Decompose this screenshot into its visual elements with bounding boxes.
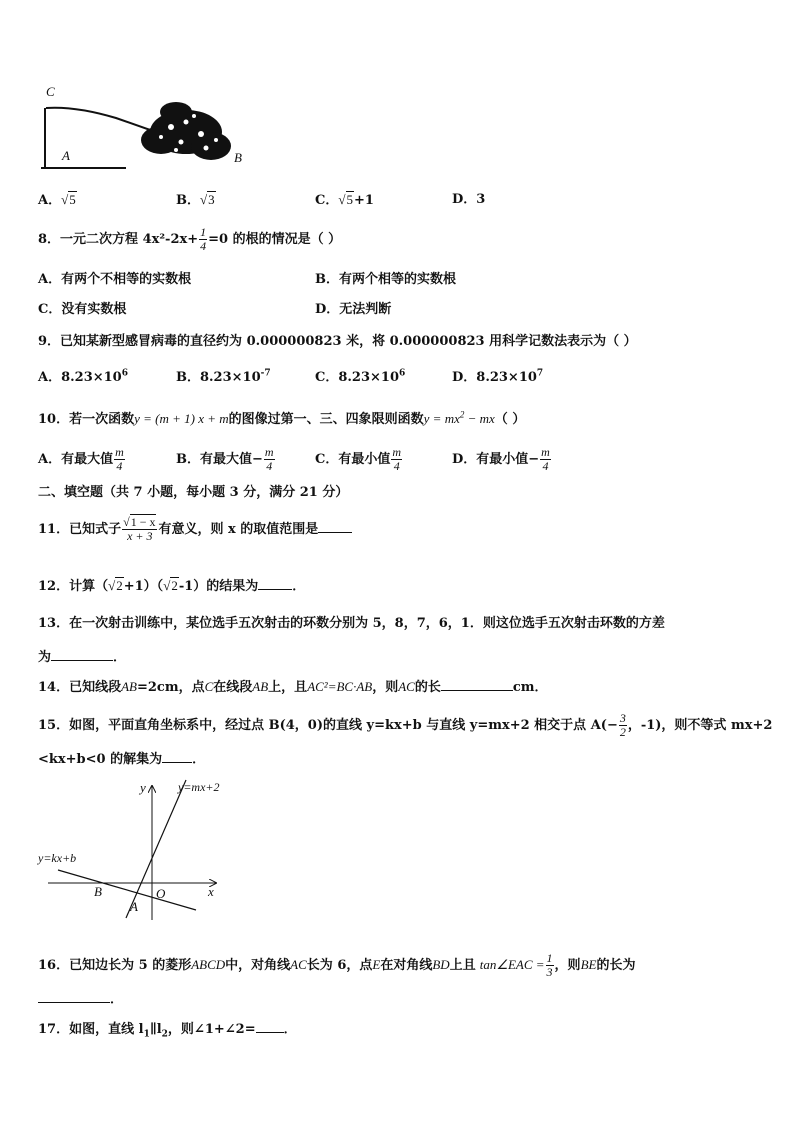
q13-line2: 为 ． [38,650,127,665]
q10-option-b: B．有最大值− $\frac{m}{4}$ [176,445,274,473]
q8-option-c: C．没有实数根 [38,302,127,317]
q14-answer-blank[interactable] [441,678,513,691]
q10-stem: 10．若一次函数y = (m + 1) x + m的图像过第一、三、四象限则函数$y = mx^2 - mx$（ ） [38,409,526,427]
y-axis-label: y [140,780,146,795]
q14-stem: 14．已知线段AB=2cm，点C在线段AB上，且AC²=BC·AB，则AC的长 cm． [38,679,548,695]
point-a-label: A [130,899,138,914]
q16-line2: ． [38,990,123,1008]
q15-answer-blank[interactable] [162,750,192,763]
q15-line2: <kx+b<0 的解集为 ． [38,752,206,767]
q10-option-a: A．有最大值 $\frac{m}{4}$ [38,445,124,473]
label-c: C [46,84,55,99]
q15-line1: 15．如图，平面直角坐标系中，经过点 B(4，0)的直线 y=kx+b 与直线 y=mx+2 相交于点 A(− $\frac{3}{2}$ ，-1)，则不等式 mx+2 [38,711,773,739]
coordinate-graph-figure [36,778,236,928]
broken-trunk [46,108,156,132]
q7-option-b: B．√3 [176,192,215,208]
q17-answer-blank[interactable] [256,1020,284,1033]
x-axis-label: x [208,884,214,899]
q12-answer-blank[interactable] [258,577,292,590]
q10-option-c: C．有最小值 $\frac{m}{4}$ [315,445,402,473]
q8-stem: 8．一元二次方程 4x²-2x+ $\frac{1}{4}$ =0 的根的情况是（ ） [38,225,342,253]
q16-answer-blank[interactable] [38,990,110,1003]
q11-answer-blank[interactable] [318,520,352,533]
q7-option-d: D．3 [452,192,486,207]
q8-option-a: A．有两个不相等的实数根 [38,272,192,287]
q8-option-d: D．无法判断 [315,302,392,317]
line1-label: y=mx+2 [178,780,220,794]
q17-stem: 17．如图，直线 $l_1\parallel l_2$，则∠1+∠2= ． [38,1022,297,1040]
q9-option-b: B．$8.23\times 10^{-7}$ [176,368,271,385]
q8-option-b: B．有两个相等的实数根 [315,272,456,287]
q10-option-d: D．有最小值− $\frac{m}{4}$ [452,445,550,473]
q9-stem: 9．已知某新型感冒病毒的直径约为 0.000000823 米，将 0.000000823 用科学记数法表示为（ ） [38,334,637,349]
section-heading: 二、填空题（共 7 小题，每小题 3 分，满分 21 分） [38,485,349,500]
q7-option-a: A．√5 [38,192,76,208]
tree-crown [141,102,231,160]
point-b-label: B [94,884,102,899]
label-a: A [62,148,70,163]
line-kx-plus-b [58,870,196,910]
q13-answer-blank[interactable] [51,648,113,661]
label-b: B [234,150,242,165]
q9-option-d: D．$8.23\times 10^7$ [452,368,544,385]
line2-label: y=kx+b [38,851,77,865]
q13-line1: 13．在一次射击训练中，某位选手五次射击的环数分别为 5，8，7，6，1．则这位选手五次射击环数的方差 [38,616,665,631]
q7-option-c: C．√5+1 [315,192,374,208]
q12-stem: 12．计算（√2+1）（√2-1）的结果为 ． [38,578,306,594]
q11-stem: 11．已知式子 $\frac{√1 - x}{x + 3}$ 有意义，则 x 的取值范围是 [38,516,352,543]
q9-option-c: C．$8.23\times 10^6$ [315,368,406,385]
q9-option-a: A．$8.23\times 10^6$ [38,368,128,385]
q16-line1: 16．已知边长为 5 的菱形ABCD中，对角线AC长为 6，点E在对角线BD上且 tan∠EAC = $\frac{1}{3}$ ，则BE的长为 [38,951,636,979]
tree-pole-figure [36,82,256,172]
origin-label: O [156,886,166,901]
